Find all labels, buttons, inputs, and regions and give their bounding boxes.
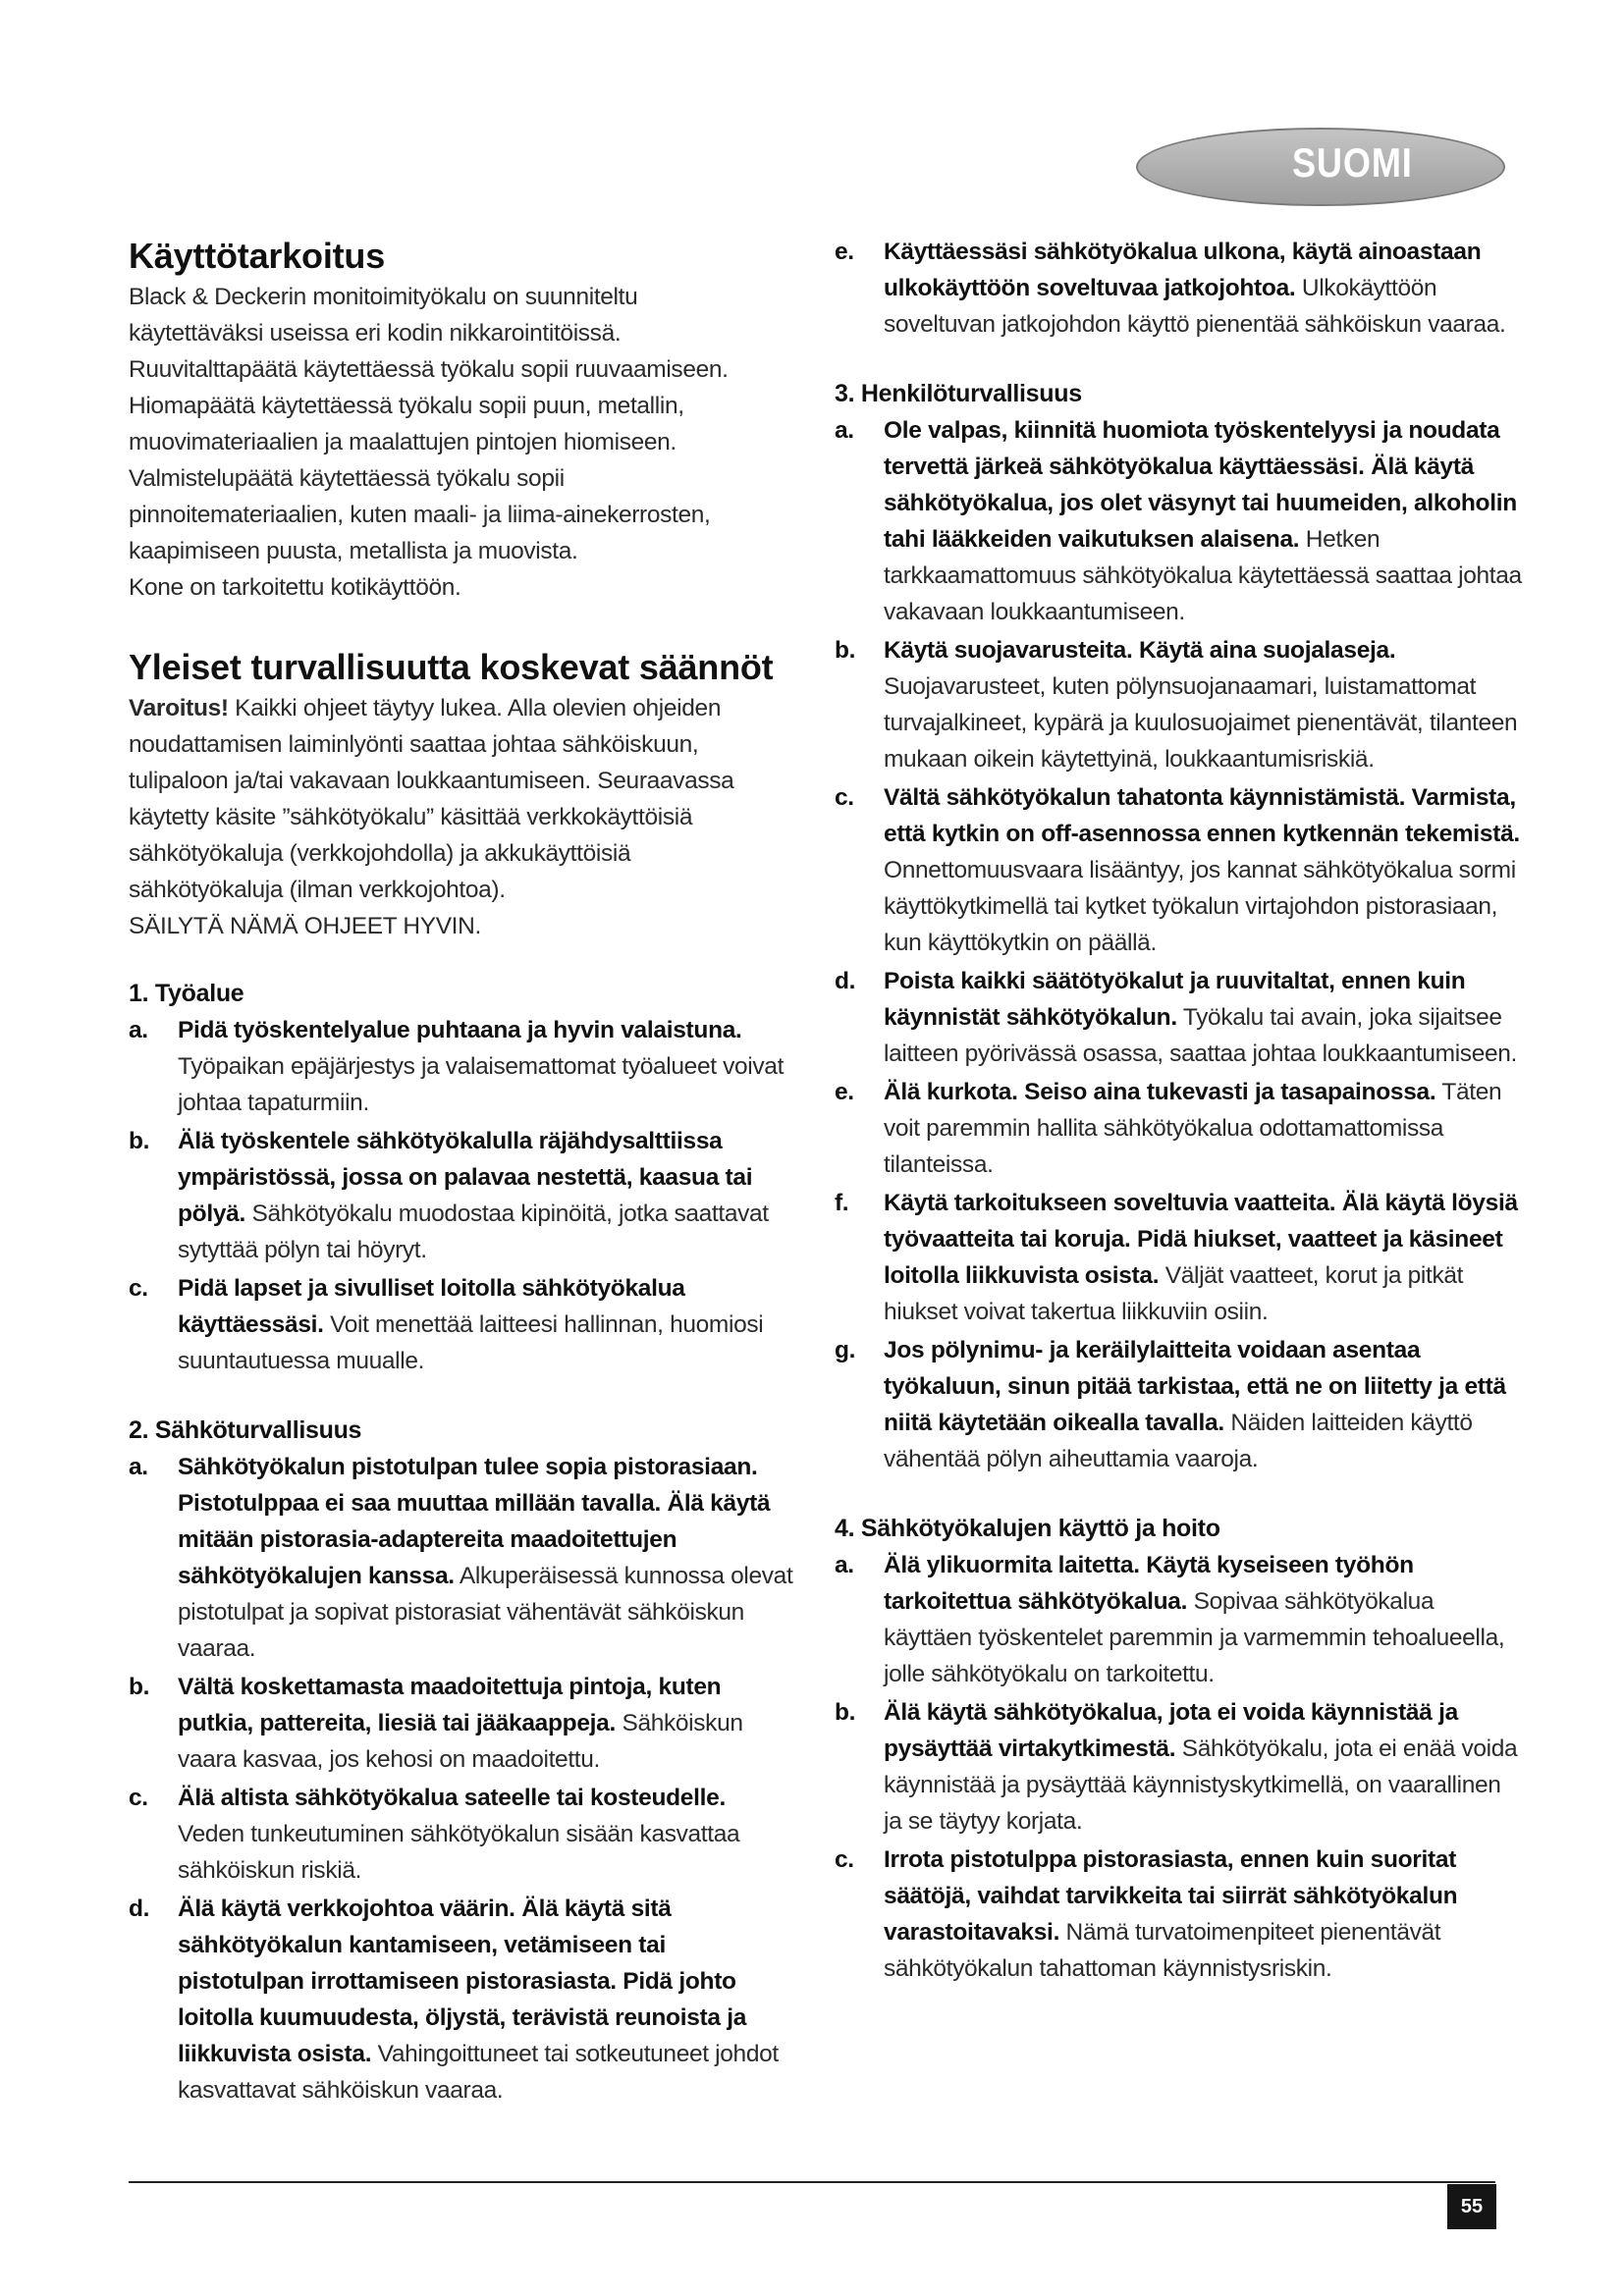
item-label: a. <box>835 417 854 444</box>
list-item <box>835 1332 1522 1477</box>
left-safety-sections <box>129 944 796 2109</box>
item-text: Sähköiskun vaara kasvaa, jos kehosi on maadoitettu. <box>178 1710 743 1773</box>
item-text: Sähkötyökalu muodostaa kipinöitä, jotka saattavat sytyttää pölyn tai höyryt. <box>178 1201 769 1263</box>
item-bold: Käytä suojavarusteita. Käytä aina suojalaseja. <box>884 637 1396 664</box>
item-text: Työkalu tai avain, joka sijaitsee laitteen pyörivässä osassa, saattaa johtaa loukkaantumiseen. <box>884 1004 1517 1067</box>
item-label: e. <box>835 1079 854 1105</box>
keep-instructions: SÄILYTÄ NÄMÄ OHJEET HYVIN. <box>129 913 481 939</box>
item-label: b. <box>835 1699 856 1726</box>
item-label: g. <box>835 1337 856 1363</box>
list-item <box>835 412 1522 630</box>
item-label: c. <box>129 1275 148 1302</box>
item-bold: Käytä tarkoitukseen soveltuvia vaatteita. Älä käytä löysiä työvaatteita tai koruja. Pidä hiukset, vaatteet ja käsineet loitolla liikkuvista osista. <box>884 1190 1518 1289</box>
item-bold: Pidä työskentelyalue puhtaana ja hyvin valaistuna. <box>178 1017 742 1043</box>
item-label: a. <box>129 1454 148 1480</box>
list-item <box>835 1694 1522 1840</box>
item-text: Voit menettää laitteesi hallinnan, huomiosi suuntautuessa muualle. <box>178 1311 764 1374</box>
item-label: a. <box>129 1017 148 1043</box>
item-label: b. <box>129 1128 150 1154</box>
item-bold: Sähkötyökalun pistotulpan tulee sopia pistorasiaan. Pistotulppaa ei saa muuttaa millään tavalla. Älä käytä mitään pistorasia-adaptereita maadoitettujen sähkötyökalujen kanssa. <box>178 1454 771 1589</box>
item-bold: Älä ylikuormita laitetta. Käytä kyseiseen työhön tarkoitettua sähkötyökalua. <box>884 1552 1414 1615</box>
general-safety-title: Yleiset turvallisuutta koskevat säännöt <box>129 647 774 687</box>
item-label: c. <box>129 1785 148 1811</box>
item-bold: Poista kaikki säätötyökalut ja ruuvitaltat, ennen kuin käynnistät sähkötyökalun. <box>884 968 1466 1031</box>
right-safety-sections <box>835 345 1522 1987</box>
section-heading: 1. Työalue <box>129 980 244 1007</box>
item-bold: Älä työskentele sähkötyökalulla räjähdysalttiissa ympäristössä, jossa on palavaa nestettä, kaasua tai pölyä. <box>178 1128 753 1227</box>
section-heading: 4. Sähkötyökalujen käyttö ja hoito <box>835 1515 1220 1542</box>
list-item <box>129 1669 796 1778</box>
list-item <box>129 1012 796 1121</box>
item-text: Vahingoittuneet tai sotkeutuneet johdot kasvattavat sähköiskun vaaraa. <box>178 2041 779 2104</box>
list-item <box>129 1123 796 1268</box>
item-text: Alkuperäisessä kunnossa olevat pistotulpat ja sopivat pistorasiat vähentävät sähköiskun vaaraa. <box>178 1563 793 1662</box>
list-item <box>129 1891 796 2109</box>
item-bold: Vältä sähkötyökalun tahatonta käynnistämistä. Varmista, että kytkin on off-asennossa ennen kytkennän tekemistä. <box>884 784 1520 847</box>
list-item <box>835 1185 1522 1330</box>
item-bold: Älä käytä sähkötyökalua, jota ei voida käynnistää ja pysäyttää virtakytkimestä. <box>884 1699 1458 1762</box>
item-text: Suojavarusteet, kuten pölynsuojanaamari, luistamattomat turvajalkineet, kypärä ja kuulosuojaimet pienentävät, tilanteen mukaan oikein käytettyinä, loukkaantumisriskiä. <box>884 673 1518 773</box>
item-text: Hetken tarkkaamattomuus sähkötyökalua käytettäessä saattaa johtaa vakavaan loukkaantumiseen. <box>884 526 1522 625</box>
item-label: d. <box>129 1896 150 1922</box>
language-label: SUOMI <box>1292 139 1413 186</box>
item-bold: Ole valpas, kiinnitä huomiota työskentelyysi ja noudata tervettä järkeä sähkötyökalua käyttäessäsi. Älä käytä sähkötyökalua, jos olet väsynyt tai huumeiden, alkoholin tahi lääkkeiden vaikutuksen alaisena. <box>884 417 1517 553</box>
list-item <box>129 1780 796 1889</box>
item-label: e. <box>835 239 854 265</box>
item-text: Sopivaa sähkötyökalua käyttäen työskentelet paremmin ja varmemmin tehoalueella, jolle sähkötyökalu on tarkoitettu. <box>884 1588 1505 1687</box>
item-bold: Vältä koskettamasta maadoitettuja pintoja, kuten putkia, pattereita, liesiä tai jääkaappeja. <box>178 1674 722 1736</box>
page-number: 55 <box>1447 2184 1496 2229</box>
footer-rule <box>129 2181 1495 2183</box>
item-label: c. <box>835 1846 854 1873</box>
warning-text: Kaikki ohjeet täytyy lukea. Alla olevien ohjeiden noudattamisen laiminlyönti saattaa johtaa sähköiskuun, tulipaloon ja/tai vakavaan loukkaantumiseen. Seuraavassa käytetty käsite ”sähkötyökalu” käsittää verkkokäyttöisiä sähkötyökaluja (verkkojohdolla) ja akkukäyttöisiä sähkötyökaluja (ilman verkkojohtoa). <box>129 695 734 903</box>
item-text: Sähkötyökalu, jota ei enää voida käynnistää ja pysäyttää käynnistyskytkimellä, on vaarallinen ja se täytyy korjata. <box>884 1735 1518 1835</box>
item-bold: Käyttäessäsi sähkötyökalua ulkona, käytä ainoastaan ulkokäyttöön soveltuvaa jatkojohtoa. <box>884 239 1482 301</box>
item-bold: Älä altista sähkötyökalua sateelle tai kosteudelle. <box>178 1785 726 1811</box>
item-text: Näiden laitteiden käyttö vähentää pölyn aiheuttamia vaaroja. <box>884 1410 1473 1472</box>
list-item <box>835 234 1522 343</box>
item-text: Täten voit paremmin hallita sähkötyökalua odottamattomissa tilanteissa. <box>884 1079 1502 1178</box>
item-bold: Pidä lapset ja sivulliset loitolla sähkötyökalua käyttäessäsi. <box>178 1275 685 1338</box>
list-item <box>835 1547 1522 1692</box>
item-text: Ulkokäyttöön soveltuvan jatkojohdon käyttö pienentää sähköiskun vaaraa. <box>884 275 1506 338</box>
section-heading: 3. Henkilöturvallisuus <box>835 380 1082 407</box>
list-item <box>835 1074 1522 1183</box>
language-tab <box>1136 128 1505 206</box>
right-column <box>835 234 1522 1989</box>
item-text: Nämä turvatoimenpiteet pienentävät sähkötyökalun tahattoman käynnistysriskin. <box>884 1919 1441 1982</box>
warning-label: Varoitus! <box>129 695 229 721</box>
item-bold: Irrota pistotulppa pistorasiasta, ennen kuin suoritat säätöjä, vaihdat tarvikkeita tai siirrät sähkötyökalun varastoitavaksi. <box>884 1846 1458 1946</box>
item-bold: Älä kurkota. Seiso aina tukevasti ja tasapainossa. <box>884 1079 1436 1105</box>
item-label: f. <box>835 1190 849 1216</box>
list-item <box>835 963 1522 1072</box>
item-text: Työpaikan epäjärjestys ja valaisemattomat työalueet voivat johtaa tapaturmiin. <box>178 1053 785 1116</box>
intended-use-title: Käyttötarkoitus <box>129 236 386 276</box>
item-label: c. <box>835 784 854 811</box>
list-item <box>129 1449 796 1667</box>
item-label: b. <box>835 637 856 664</box>
list-item <box>835 779 1522 961</box>
left-column <box>129 234 796 2110</box>
intended-use-body: Black & Deckerin monitoimityökalu on suunniteltu käytettäväksi useissa eri kodin nikkarointitöissä. Ruuvitalttapäätä käytettäessä työkalu sopii ruuvaamiseen. Hiomapäätä käytettäessä työkalu sopii puun, metallin, muovimateriaalien ja maalattujen pintojen hiomiseen. Valmistelupäätä käytettäessä työkalu sopii pinnoitemateriaalien, kuten maali- ja liima-ainekerrosten, kaapimiseen puusta, metallista ja muovista. Kone on tarkoitettu kotikäyttöön. <box>129 284 729 601</box>
warning-paragraph <box>129 690 796 908</box>
item-text: Onnettomuusvaara lisääntyy, jos kannat sähkötyökalua sormi käyttökytkimellä tai kytket työkalun virtajohdon pistorasiaan, kun käyttökytkin on päällä. <box>884 857 1516 956</box>
item-label: b. <box>129 1674 150 1700</box>
item-text: Väljät vaatteet, korut ja pitkät hiukset voivat takertua liikkuviin osiin. <box>884 1262 1464 1325</box>
section-heading: 2. Sähköturvallisuus <box>129 1416 362 1444</box>
item-label: d. <box>835 968 856 994</box>
item-label: a. <box>835 1552 854 1578</box>
item-bold: Jos pölynimu- ja keräilylaitteita voidaan asentaa työkaluun, sinun pitää tarkistaa, että ne on liitetty ja että niitä käytetään oikealla tavalla. <box>884 1337 1506 1436</box>
item-text: Veden tunkeutuminen sähkötyökalun sisään kasvattaa sähköiskun riskiä. <box>178 1821 740 1884</box>
list-item <box>835 632 1522 777</box>
list-item <box>835 1842 1522 1987</box>
list-item <box>129 1270 796 1379</box>
item-bold: Älä käytä verkkojohtoa väärin. Älä käytä sitä sähkötyökalun kantamiseen, vetämiseen tai pistotulpan irrottamiseen pistorasiasta. Pidä johto loitolla kuumuudesta, öljystä, terävistä reunoista ja liikkuvista osista. <box>178 1896 747 2067</box>
